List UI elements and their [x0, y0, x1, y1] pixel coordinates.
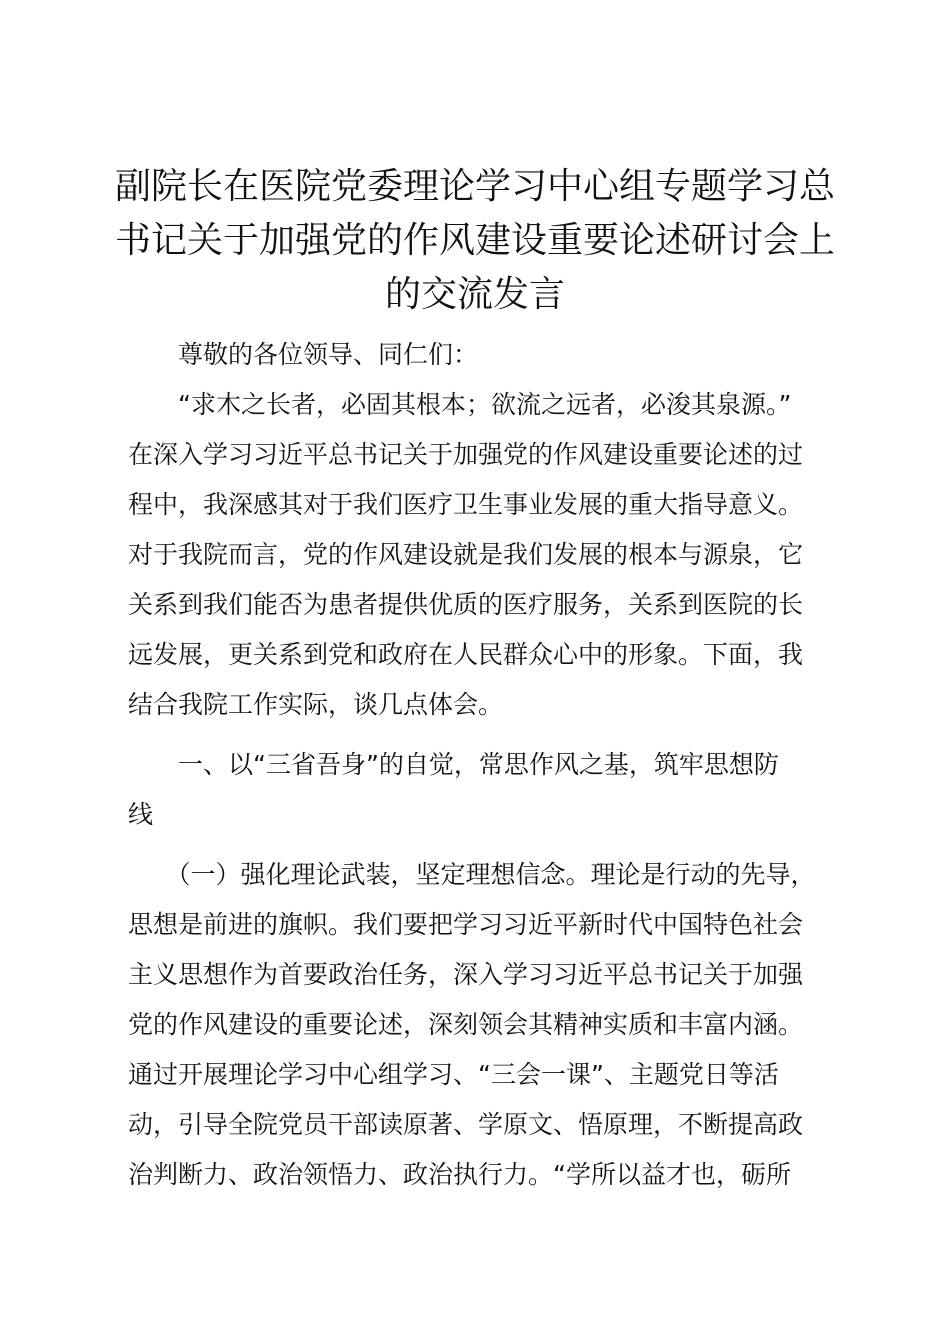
body-line: 在深入学习习近平总书记关于加强党的作风建设重要论述的过 — [128, 440, 804, 469]
body-line: 党的作风建设的重要论述，深刻领会其精神实质和丰富内涵。 — [128, 1010, 804, 1039]
section-heading: 线 — [128, 800, 154, 829]
document-title — [100, 160, 850, 322]
body-line: 思想是前进的旗帜。我们要把学习习近平新时代中国特色社会 — [128, 910, 804, 939]
body-line: 结合我院工作实际，谈几点体会。 — [128, 690, 504, 719]
body-line: 对于我院而言，党的作风建设就是我们发展的根本与源泉，它 — [128, 540, 804, 569]
body-line: 通过开展理论学习中心组学习、“三会一课”、主题党日等活 — [128, 1060, 779, 1089]
title-line-3: 的交流发言 — [384, 274, 565, 315]
body-line: 关系到我们能否为患者提供优质的医疗服务，关系到医院的长 — [128, 590, 804, 619]
section-heading: 一、以“三省吾身”的自觉，常思作风之基，筑牢思想防 — [128, 750, 779, 779]
body-line: 远发展，更关系到党和政府在人民群众心中的形象。下面，我 — [128, 640, 804, 669]
body-line: “求木之长者，必固其根本；欲流之远者，必浚其泉源。” — [128, 390, 792, 419]
title-line-1: 副院长在医院党委理论学习中心组专题学习总 — [114, 166, 835, 207]
body-line: 程中，我深感其对于我们医疗卫生事业发展的重大指导意义。 — [128, 490, 804, 519]
body-line: 主义思想作为首要政治任务，深入学习习近平总书记关于加强 — [128, 960, 804, 989]
salutation: 尊敬的各位领导、同仁们： — [128, 340, 479, 369]
body-line: 动，引导全院党员干部读原著、学原文、悟原理，不断提高政 — [128, 1110, 804, 1139]
body-line: 治判断力、政治领悟力、政治执行力。“学所以益才也，砺所 — [128, 1160, 791, 1189]
document-body — [128, 330, 868, 1200]
body-line: （一）强化理论武装，坚定理想信念。理论是行动的先导， — [128, 860, 816, 889]
title-line-2: 书记关于加强党的作风建设重要论述研讨会上 — [114, 220, 835, 261]
